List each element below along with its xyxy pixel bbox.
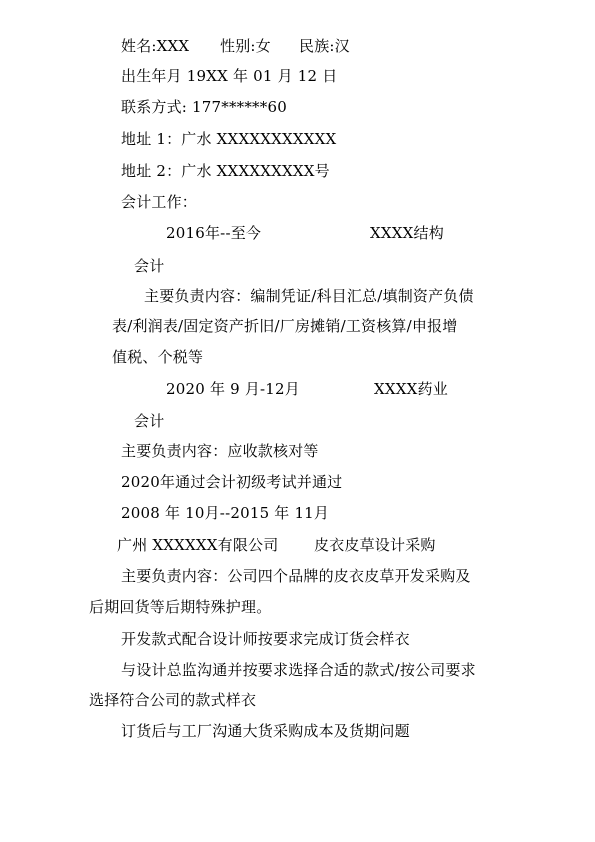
exam-note: 2020年通过会计初级考试并通过 bbox=[121, 473, 343, 491]
job3-task2-line1: 与设计总监沟通并按要求选择合适的款式/按公司要求 bbox=[121, 661, 476, 679]
job3-duties-line1: 主要负责内容：公司四个品牌的皮衣皮草开发采购及 bbox=[121, 567, 471, 585]
job1-role: 会计 bbox=[134, 257, 165, 275]
job1-period: 2016年--至今 bbox=[166, 224, 262, 242]
job3-position: 皮衣皮草设计采购 bbox=[314, 536, 436, 554]
job3-header bbox=[117, 535, 477, 555]
job1-header bbox=[166, 223, 486, 243]
job3-duties-line2: 后期回货等后期特殊护理。 bbox=[89, 598, 272, 616]
job1-duties-line2: 表/利润表/固定资产折旧/厂房摊销/工资核算/申报增 bbox=[112, 317, 458, 335]
job2-company: XXXX药业 bbox=[374, 380, 448, 398]
job1-duties-line1: 主要负责内容：编制凭证/科目汇总/填制资产负债 bbox=[144, 287, 474, 305]
personal-info-row bbox=[121, 36, 561, 56]
job3-company: 广州 XXXXXX有限公司 bbox=[117, 536, 279, 554]
job3-period: 2008 年 10月--2015 年 11月 bbox=[121, 504, 330, 522]
job2-duties: 主要负责内容：应收款核对等 bbox=[121, 442, 319, 460]
address-2: 地址 2：广水 XXXXXXXXX号 bbox=[121, 162, 330, 180]
gender-field: 性别:女 bbox=[220, 37, 271, 55]
ethnicity-field: 民族:汉 bbox=[299, 37, 350, 55]
phone-contact: 联系方式: 177******60 bbox=[121, 98, 287, 116]
job3-task1: 开发款式配合设计师按要求完成订货会样衣 bbox=[121, 630, 410, 648]
job2-role: 会计 bbox=[134, 412, 165, 430]
job1-company: XXXX结构 bbox=[370, 224, 444, 242]
job1-duties-line3: 值税、个税等 bbox=[112, 348, 204, 366]
job2-period: 2020 年 9 月-12月 bbox=[166, 380, 300, 398]
job3-task2-line2: 选择符合公司的款式样衣 bbox=[89, 691, 257, 709]
birth-date: 出生年月 19XX 年 01 月 12 日 bbox=[121, 67, 338, 85]
section-title-accounting: 会计工作： bbox=[121, 193, 198, 211]
job2-header bbox=[166, 379, 486, 399]
name-field: 姓名:XXX bbox=[121, 37, 190, 55]
address-1: 地址 1：广水 XXXXXXXXXXX bbox=[121, 130, 337, 148]
job3-task3: 订货后与工厂沟通大货采购成本及货期问题 bbox=[121, 722, 410, 740]
